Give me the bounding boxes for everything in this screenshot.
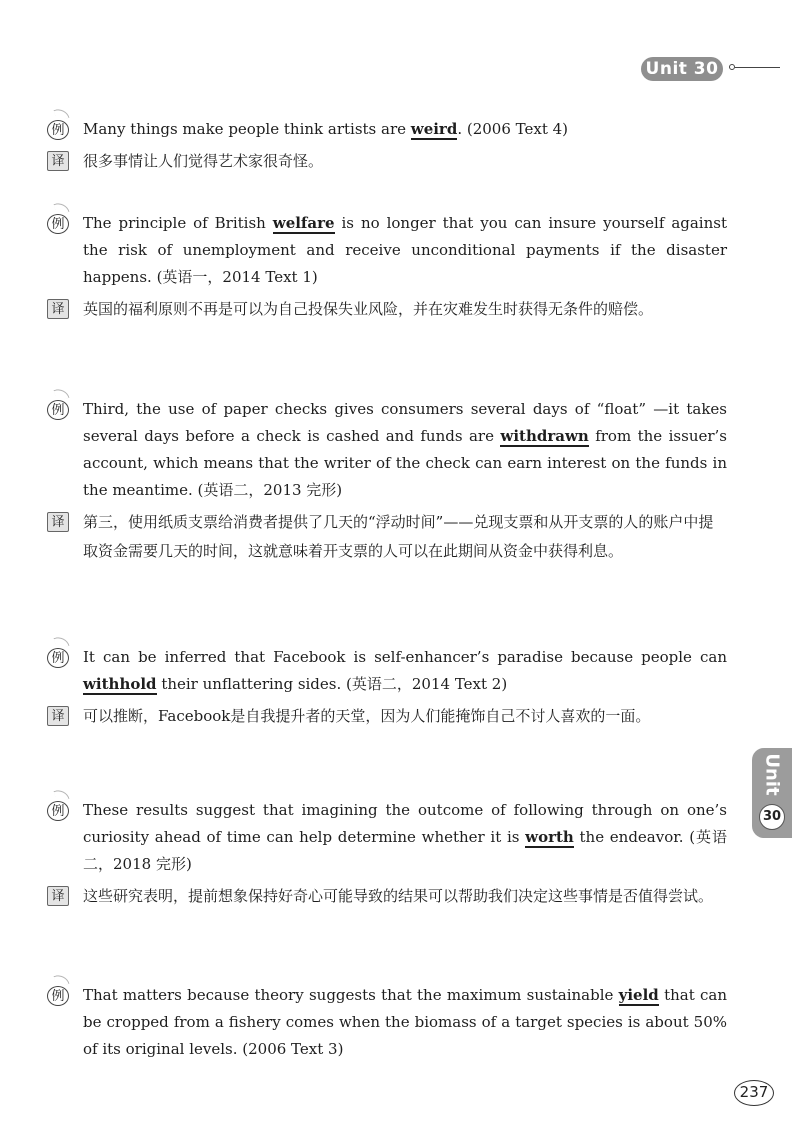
keyword: withdrawn — [500, 427, 589, 445]
translation-marker-icon: 译 — [47, 299, 69, 319]
example-marker-icon: 例 — [47, 214, 69, 234]
example-sentence: It can be inferred that Facebook is self-enhancer’s paradise because people can withhold their unflattering sides. (英语二，2014 Text 2) — [83, 648, 727, 693]
unit-header-label: Unit 30 — [641, 57, 723, 81]
translation-text: 很多事情让人们觉得艺术家很奇怪。 — [83, 152, 324, 170]
header-ornament-line — [735, 67, 780, 68]
example-entry-1 — [47, 116, 727, 176]
keyword: welfare — [272, 214, 335, 232]
example-sentence: That matters because theory suggests that the maximum sustainable yield that can be cropped from a fishery comes when the biomass of a target species is about 50% of its original levels. (2006 Text 3) — [83, 986, 727, 1058]
side-tab-label: Unit — [761, 752, 783, 796]
keyword: yield — [618, 986, 659, 1004]
keyword: worth — [525, 828, 574, 846]
translation-text: 这些研究表明，提前想象保持好奇心可能导致的结果可以帮助我们决定这些事情是否值得尝试。 — [83, 887, 714, 905]
translation-text: 可以推断，Facebook是自我提升者的天堂，因为人们能掩饰自己不讨人喜欢的一面。 — [83, 707, 651, 725]
translation-marker-icon: 译 — [47, 151, 69, 171]
translation-text: 第三，使用纸质支票给消费者提供了几天的“浮动时间”——兑现支票和从开支票的人的账户中提取资金需要几天的时间，这就意味着开支票的人可以在此期间从资金中获得利息。 — [83, 513, 714, 560]
example-entry-6 — [47, 982, 727, 1063]
example-entry-2 — [47, 210, 727, 324]
translation-marker-icon: 译 — [47, 706, 69, 726]
example-marker-icon: 例 — [47, 120, 69, 140]
example-marker-icon: 例 — [47, 801, 69, 821]
example-sentence: Third, the use of paper checks gives consumers several days of “float” —it takes several days before a check is cashed and funds are withdrawn from the issuer’s account, which means that the writer of the check can earn interest on the funds in the meantime. (英语二，2013 完形) — [83, 400, 727, 499]
example-sentence: Many things make people think artists are weird. (2006 Text 4) — [83, 120, 569, 138]
translation-marker-icon: 译 — [47, 886, 69, 906]
example-marker-icon: 例 — [47, 400, 69, 420]
example-sentence: The principle of British welfare is no longer that you can insure yourself against the risk of unemployment and receive unconditional payments if the disaster happens. (英语一，2014 Text 1) — [83, 214, 727, 286]
example-marker-icon: 例 — [47, 986, 69, 1006]
translation-marker-icon: 译 — [47, 512, 69, 532]
translation-text: 英国的福利原则不再是可以为自己投保失业风险，并在灾难发生时获得无条件的赔偿。 — [83, 300, 654, 318]
page-number: 237 — [734, 1080, 774, 1106]
example-entry-5 — [47, 797, 727, 911]
side-tab-number: 30 — [759, 804, 785, 830]
keyword: withhold — [83, 675, 157, 693]
example-sentence: These results suggest that imagining the outcome of following through on one’s curiosity ahead of time can help determine whether it is worth the endeavor. (英语二，2018 完形) — [83, 801, 727, 873]
example-marker-icon: 例 — [47, 648, 69, 668]
example-entry-3 — [47, 396, 727, 566]
keyword: weird — [410, 120, 458, 138]
unit-side-tab — [752, 748, 792, 838]
example-entry-4 — [47, 644, 727, 731]
